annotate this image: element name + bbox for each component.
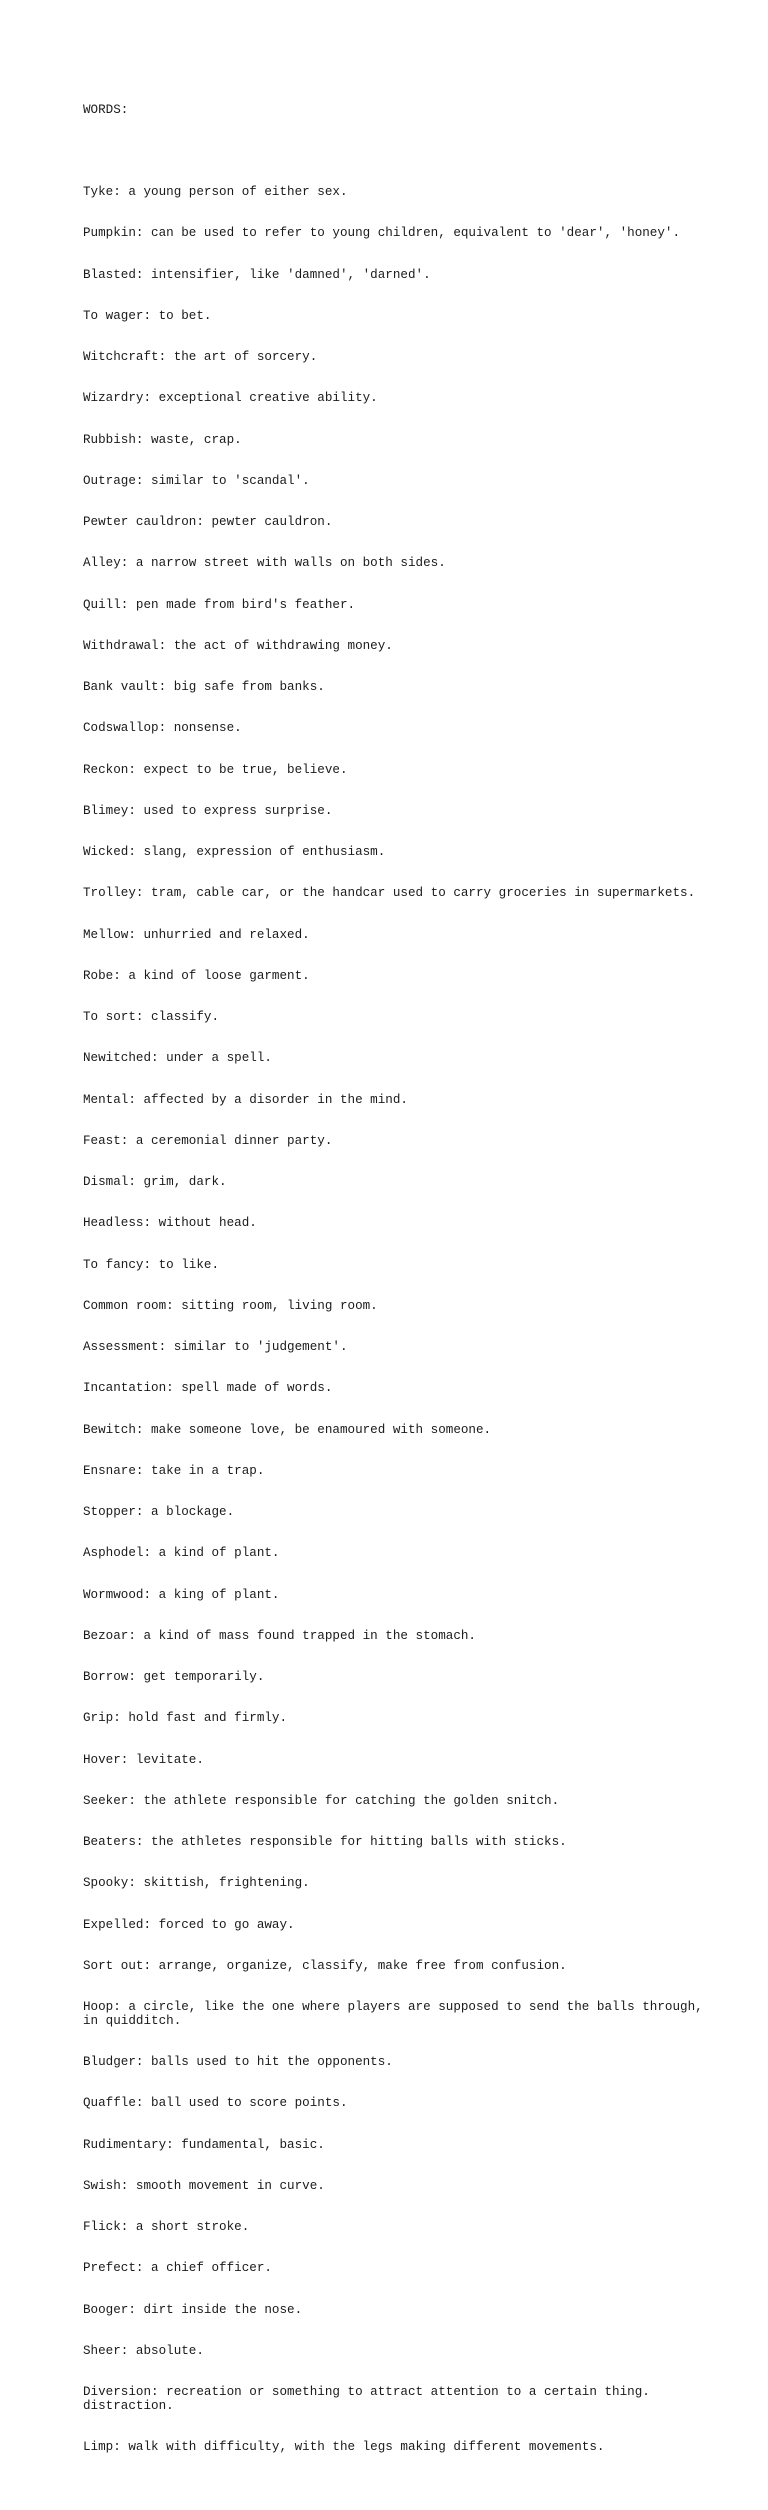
word-entry: Seeker: the athlete responsible for catching the golden snitch. [83,1793,560,1808]
word-entry: Wicked: slang, expression of enthusiasm. [83,845,386,859]
word-entry: Expelled: forced to go away. [83,1917,295,1932]
word-entry: Booger: dirt inside the nose. [83,2302,303,2317]
word-entry: Outrage: similar to 'scandal'. [83,473,310,488]
word-entry: Trolley: tram, cable car, or the handcar used to carry groceries in supermarkets. [83,886,696,901]
word-entry: Pumpkin: can be used to refer to young children, equivalent to 'dear', 'honey'. [83,226,681,241]
word-entry: Spooky: skittish, frightening. [83,1876,310,1891]
word-entry: Diversion: recreation or something to attract attention to a certain thing. distraction. [83,2385,650,2413]
word-entry: Bewitch: make someone love, be enamoured with someone. [83,1422,492,1437]
word-entry: Beaters: the athletes responsible for hitting balls with sticks. [83,1835,567,1849]
word-entry: Bank vault: big safe from banks. [83,680,325,694]
word-entry: Borrow: get temporarily. [83,1670,265,1684]
word-entry: Quaffle: ball used to score points. [83,2096,348,2111]
word-entry: Rudimentary: fundamental, basic. [83,2137,325,2152]
word-entry: Feast: a ceremonial dinner party. [83,1133,333,1148]
word-list [83,159,743,2483]
word-entry: Wizardry: exceptional creative ability. [83,391,378,406]
word-entry: Flick: a short stroke. [83,2220,250,2234]
word-entry: Robe: a kind of loose garment. [83,968,310,983]
word-entry: Stopper: a blockage. [83,1505,235,1519]
word-entry: To sort: classify. [83,1010,220,1024]
word-entry: Headless: without head. [83,1216,257,1231]
word-entry: Incantation: spell made of words. [83,1381,333,1396]
word-entry: Newitched: under a spell. [83,1051,272,1066]
word-entry: Blasted: intensifier, like 'damned', 'darned'. [83,267,431,282]
word-entry: Bludger: balls used to hit the opponents. [83,2055,393,2069]
word-entry: Codswallop: nonsense. [83,721,242,736]
word-entry: Alley: a narrow street with walls on both sides. [83,556,446,571]
word-entry: Reckon: expect to be true, believe. [83,762,348,777]
word-entry: Prefect: a chief officer. [83,2261,272,2276]
document-body [83,76,743,2510]
word-entry: Withdrawal: the act of withdrawing money. [83,638,393,653]
word-entry: Wormwood: a king of plant. [83,1587,280,1602]
word-entry: Sort out: arrange, organize, classify, make free from confusion. [83,1958,567,1973]
word-entry: Limp: walk with difficulty, with the legs making different movements. [83,2440,605,2454]
word-entry: Ensnare: take in a trap. [83,1463,265,1478]
document-heading: WORDS: [83,102,129,117]
word-entry: Grip: hold fast and firmly. [83,1711,288,1726]
word-entry: Hover: levitate. [83,1752,204,1767]
word-entry: Pewter cauldron: pewter cauldron. [83,515,333,529]
word-entry: To fancy: to like. [83,1257,220,1272]
word-entry: Common room: sitting room, living room. [83,1298,378,1313]
word-entry: Bezoar: a kind of mass found trapped in the stomach. [83,1628,476,1643]
word-entry: Sheer: absolute. [83,2343,204,2358]
word-entry: Mellow: unhurried and relaxed. [83,927,310,942]
word-entry: Mental: affected by a disorder in the mind. [83,1092,408,1107]
word-entry: Hoop: a circle, like the one where players are supposed to send the balls through, in quidditch. [83,2000,703,2028]
word-entry: Dismal: grim, dark. [83,1175,227,1189]
word-entry: Witchcraft: the art of sorcery. [83,350,318,364]
word-entry: Asphodel: a kind of plant. [83,1546,280,1561]
word-entry: Tyke: a young person of either sex. [83,185,348,199]
word-entry: Blimey: used to express surprise. [83,803,333,818]
word-entry: Swish: smooth movement in curve. [83,2178,325,2193]
word-entry: Assessment: similar to 'judgement'. [83,1340,348,1354]
word-entry: To wager: to bet. [83,308,212,323]
word-entry: Quill: pen made from bird's feather. [83,597,356,612]
word-entry: Rubbish: waste, crap. [83,432,242,447]
